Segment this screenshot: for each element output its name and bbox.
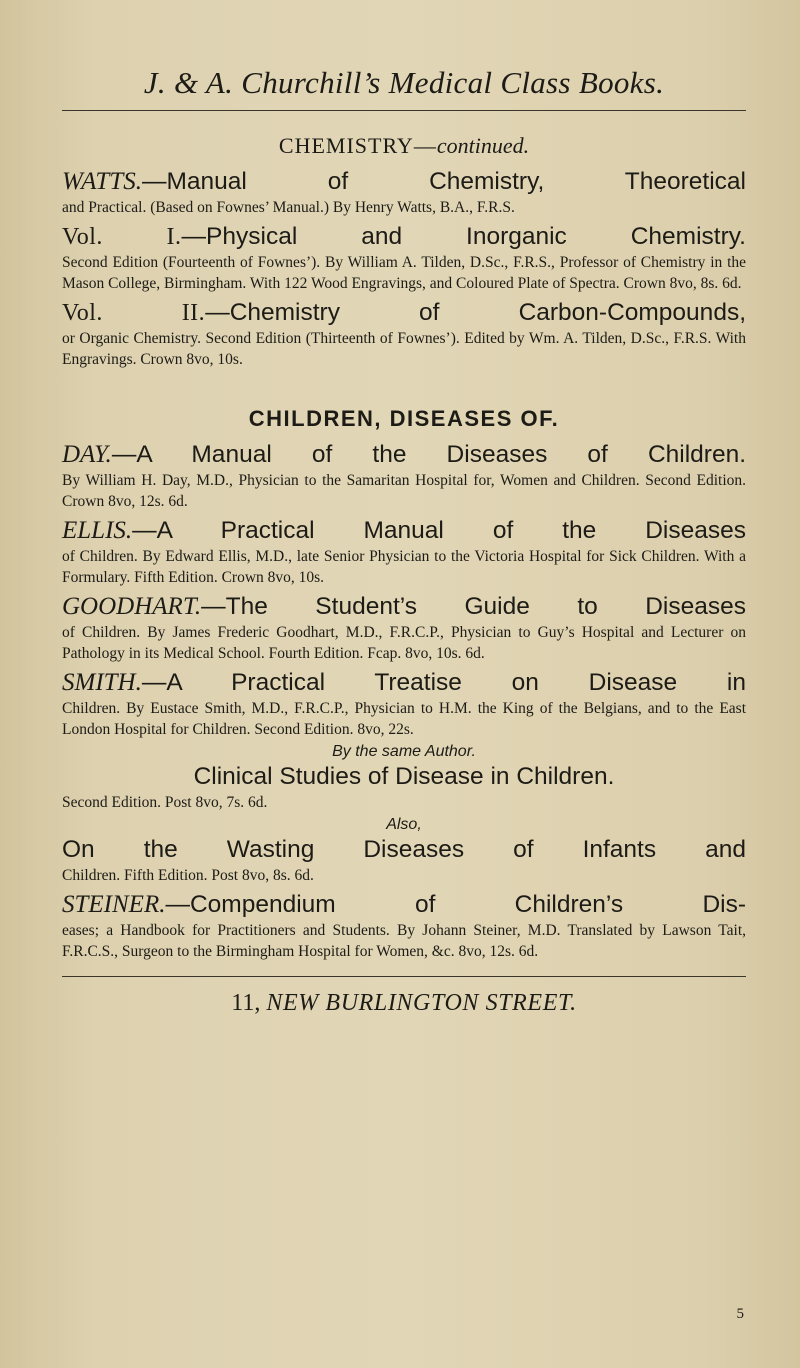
- sub-title: Clinical Studies of Disease in Children.: [193, 763, 615, 790]
- footer-number: 11,: [231, 990, 261, 1016]
- entry-title: [62, 298, 746, 328]
- author-key: STEINER.: [62, 891, 166, 918]
- volume-key: Vol. II.: [62, 300, 206, 326]
- entry-title: [62, 890, 746, 920]
- header-rule: [62, 110, 746, 111]
- entry-watts-vol2: [62, 298, 746, 370]
- entry-detail: Children. Fifth Edition. Post 8vo, 8s. 6d.: [62, 867, 314, 884]
- entry-ellis: [62, 516, 746, 588]
- entry-detail: eases; a Handbook for Practitioners and Students. By Johann Steiner, M.D. Translated by Lawson Tait, F.R.C.S., Surgeon to the Birmingham Hospital for Women, &c. 8vo, 12s. 6d.: [62, 922, 746, 960]
- running-head: J. & A. Churchill’s Medical Class Books.: [143, 65, 665, 100]
- entry-goodhart: [62, 592, 746, 664]
- section-heading-children: CHILDREN, DISEASES OF.: [248, 406, 560, 431]
- also-label: Also,: [386, 816, 422, 833]
- entry-day: [62, 440, 746, 512]
- entry-title: [62, 592, 746, 622]
- entry-title: [62, 167, 746, 197]
- entry-watts-vol1: [62, 222, 746, 294]
- entry-detail: of Children. By James Frederic Goodhart, M.D., F.R.C.P., Physician to Guy’s Hospital and Lecturer on Pathology in its Medical School. Fourth Edition. Fcap. 8vo, 10s. 6d.: [62, 624, 746, 662]
- title-text: —Manual of Chemistry, Theoretical: [141, 168, 746, 195]
- entry-detail: By William H. Day, M.D., Physician to the Samaritan Hospital for, Women and Children. Second Edition. Crown 8vo, 12s. 6d.: [62, 472, 746, 510]
- author-key: ELLIS.: [62, 517, 133, 544]
- title-text: —The Student’s Guide to Diseases: [201, 593, 746, 620]
- volume-key: Vol. I.: [62, 224, 182, 250]
- footer-address: [62, 989, 746, 1017]
- entry-title: [62, 440, 746, 470]
- author-key: DAY.: [62, 441, 112, 468]
- entry-detail: Second Edition (Fourteenth of Fownes’). By William A. Tilden, D.Sc., F.R.S., Professor of Chemistry in the Mason College, Birmingham. With 122 Wood Engravings, and Coloured Plate of Spectra. Crown 8vo, 8s. 6d.: [62, 254, 746, 292]
- author-key: SMITH.: [62, 669, 142, 696]
- title-text: —Physical and Inorganic Chemistry.: [181, 223, 746, 250]
- byline: By the same Author.: [332, 743, 476, 760]
- section-heading-chemistry: [62, 133, 746, 159]
- entry-detail: Children. By Eustace Smith, M.D., F.R.C.P., Physician to H.M. the King of the Belgians, and to the East London Hospital for Children. Second Edition. 8vo, 22s.: [62, 700, 746, 738]
- entry-title: [62, 222, 746, 252]
- title-text: —A Manual of the Diseases of Children.: [111, 441, 746, 468]
- entry-title: [62, 516, 746, 546]
- entry-title: [62, 668, 746, 698]
- author-key: GOODHART.: [62, 593, 202, 620]
- entry-detail: and Practical. (Based on Fownes’ Manual.) By Henry Watts, B.A., F.R.S.: [62, 199, 515, 216]
- entry-detail: Second Edition. Post 8vo, 7s. 6d.: [62, 794, 268, 811]
- footer-street: NEW BURLINGTON STREET.: [266, 990, 577, 1016]
- entry-detail: of Children. By Edward Ellis, M.D., late Senior Physician to the Victoria Hospital for Sick Children. With a Formulary. Fifth Edition. Crown 8vo, 10s.: [62, 548, 746, 586]
- title-text: —Compendium of Children’s Dis-: [165, 891, 746, 918]
- section-heading-text: CHEMISTRY—: [278, 133, 437, 158]
- sub-title: On the Wasting Diseases of Infants and: [62, 836, 746, 863]
- title-text: —Chemistry of Carbon-Compounds,: [205, 299, 746, 326]
- continued-label: continued.: [436, 133, 530, 158]
- entry-steiner: [62, 890, 746, 962]
- title-text: —A Practical Treatise on Disease in: [141, 669, 746, 696]
- page-number: 5: [736, 1306, 744, 1322]
- entry-smith: [62, 668, 746, 886]
- entry-detail: or Organic Chemistry. Second Edition (Thirteenth of Fownes’). Edited by Wm. A. Tilden, D.Sc., F.R.S. With Engravings. Crown 8vo, 10s.: [62, 330, 746, 368]
- author-key: WATTS.: [62, 168, 142, 195]
- footer-rule: [62, 976, 746, 977]
- entry-watts: [62, 167, 746, 218]
- title-text: —A Practical Manual of the Diseases: [132, 517, 746, 544]
